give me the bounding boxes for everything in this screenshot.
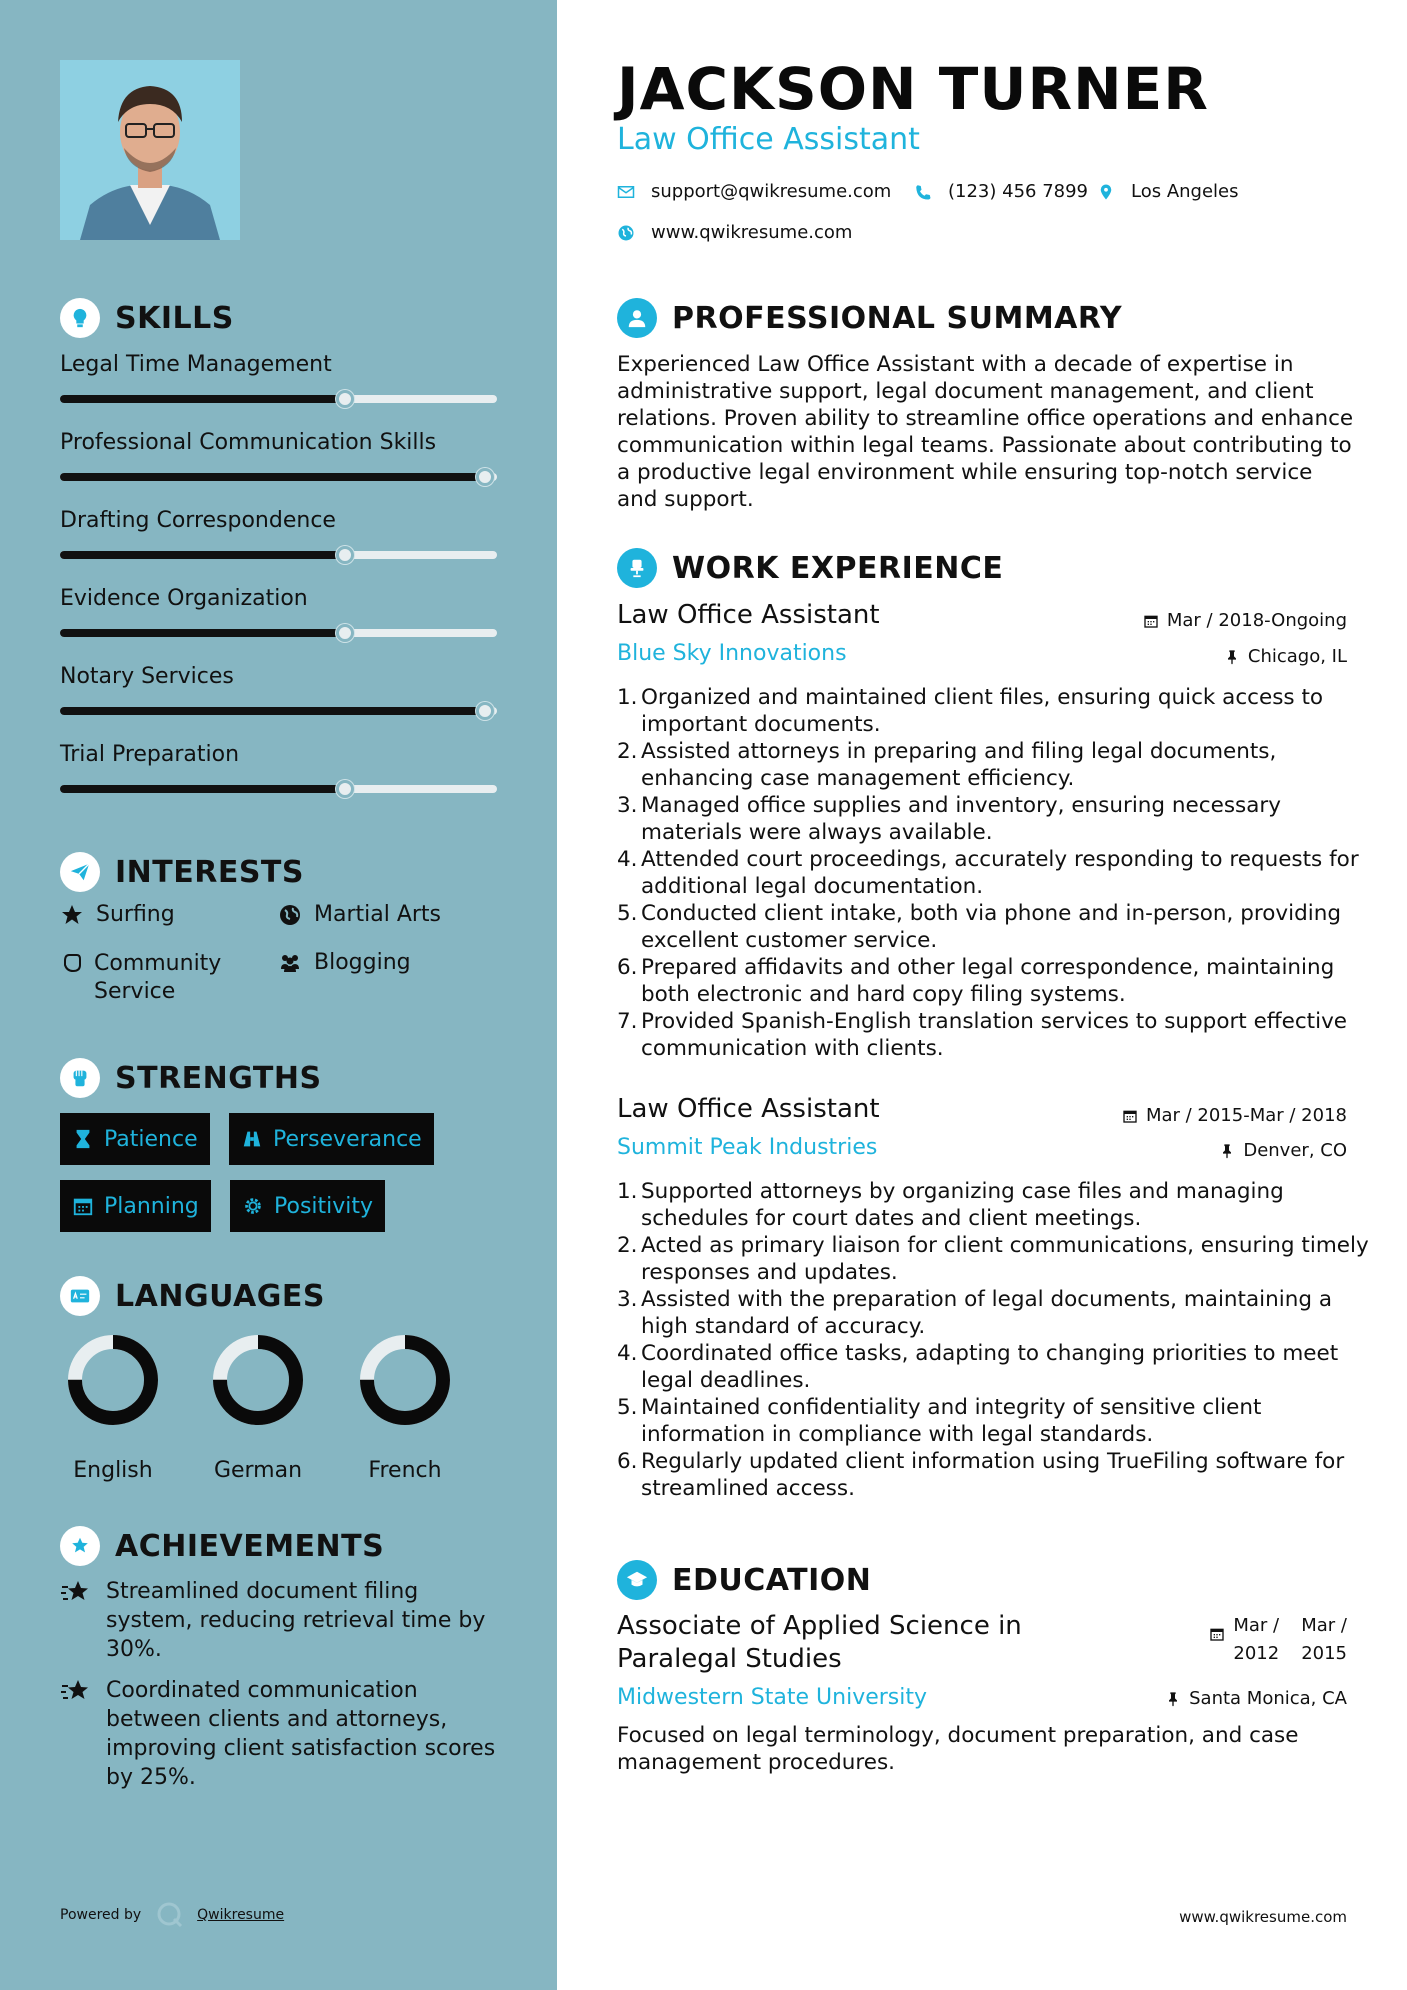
- skill-name: Legal Time Management: [60, 352, 332, 377]
- degree-line: Associate of Applied Science in: [617, 1611, 1022, 1641]
- list-text: Attended court proceedings, accurately responding to requests for additional legal documentation.: [641, 847, 1359, 899]
- list-text: Acted as primary liaison for client communications, ensuring timely responses and updates.: [641, 1233, 1369, 1285]
- list-item: [617, 792, 1377, 846]
- skill-item: [60, 742, 500, 793]
- achievement-item: [60, 1577, 500, 1664]
- globe-icon: [278, 903, 304, 929]
- profile-photo: [60, 60, 240, 240]
- hourglass-icon: [72, 1128, 94, 1150]
- list-text: Provided Spanish-English translation services to support effective communication with clients.: [641, 1009, 1348, 1061]
- list-text: Managed office supplies and inventory, ensuring necessary materials were always available.: [641, 793, 1281, 845]
- map-pin-icon: [1097, 183, 1115, 201]
- language-name: English: [73, 1458, 153, 1483]
- experience-header: [617, 548, 1003, 588]
- interest-item: [60, 950, 250, 1006]
- job-bullets: [617, 1178, 1377, 1502]
- skill-bar: [60, 785, 497, 793]
- list-item: [617, 1394, 1377, 1448]
- graduation-cap-icon: [617, 1560, 657, 1600]
- education-location-text: Santa Monica, CA: [1189, 1688, 1347, 1709]
- candidate-name: JACKSON TURNER: [617, 55, 1209, 123]
- footer-url[interactable]: www.qwikresume.com: [1179, 1908, 1347, 1926]
- interests-header: [60, 852, 304, 892]
- office-chair-icon: [617, 548, 657, 588]
- list-item: [617, 1448, 1377, 1502]
- strength-badge: [60, 1180, 211, 1232]
- job-title: Law Office Assistant: [617, 1094, 880, 1124]
- binoculars-icon: [241, 1128, 263, 1150]
- candidate-role: Law Office Assistant: [617, 122, 920, 157]
- skills-header: [60, 298, 234, 338]
- list-text: Regularly updated client information using TrueFiling software for streamlined access.: [641, 1449, 1345, 1501]
- job-location: [1224, 646, 1347, 667]
- pushpin-icon: [1165, 1691, 1181, 1707]
- trophy-star-icon: [60, 1526, 100, 1566]
- list-item: [617, 1008, 1377, 1062]
- education-title: EDUCATION: [672, 1562, 872, 1598]
- list-text: Maintained confidentiality and integrity of sensitive client information in compliance with legal standards.: [641, 1395, 1262, 1447]
- list-item: [617, 1232, 1377, 1286]
- language-name: German: [213, 1458, 303, 1483]
- achievement-text: Streamlined document filing system, reducing retrieval time by 30%.: [106, 1579, 486, 1662]
- experience-title: WORK EXPERIENCE: [672, 550, 1004, 586]
- education-dates: [1209, 1612, 1347, 1668]
- list-number: 2.: [617, 1233, 638, 1258]
- interest-item: [60, 902, 175, 929]
- fist-icon: [60, 1058, 100, 1098]
- job-location: [1219, 1140, 1347, 1161]
- qwikresume-logo-icon: [155, 1900, 185, 1930]
- languages-title: LANGUAGES: [115, 1278, 325, 1314]
- paper-plane-icon: [60, 852, 100, 892]
- phone-text: (123) 456 7899: [948, 181, 1089, 202]
- email-text: support@qwikresume.com: [651, 181, 892, 202]
- strengths-header: [60, 1058, 322, 1098]
- pushpin-icon: [1219, 1143, 1235, 1159]
- list-item: [617, 846, 1377, 900]
- list-item: [617, 900, 1377, 954]
- skill-bar: [60, 395, 497, 403]
- list-text: Supported attorneys by organizing case files and managing schedules for court dates and client meetings.: [641, 1179, 1284, 1231]
- sidebar: [0, 0, 557, 1990]
- list-number: 7.: [617, 1009, 638, 1034]
- summary-title: PROFESSIONAL SUMMARY: [672, 300, 1123, 336]
- education-start: Mar / 2012: [1233, 1615, 1280, 1664]
- list-item: [617, 954, 1377, 1008]
- location-text: Los Angeles: [1131, 181, 1239, 202]
- education-description: Focused on legal terminology, document preparation, and case management procedures.: [617, 1723, 1299, 1775]
- list-number: 4.: [617, 847, 638, 872]
- globe-icon: [617, 224, 635, 242]
- main-content: [557, 0, 1407, 1990]
- calendar-icon: [1209, 1626, 1225, 1642]
- skill-item: [60, 352, 500, 403]
- calendar-icon: [1122, 1108, 1138, 1124]
- qwikresume-link[interactable]: Qwikresume: [197, 1907, 285, 1923]
- star-icon: [60, 903, 86, 929]
- hand-icon: [60, 951, 84, 977]
- list-item: [617, 1286, 1377, 1340]
- job-dates-text: Mar / 2015-Mar / 2018: [1145, 1105, 1347, 1126]
- list-number: 5.: [617, 1395, 638, 1420]
- skill-name: Evidence Organization: [60, 586, 308, 611]
- language-name: French: [368, 1458, 442, 1483]
- language-item: [350, 1330, 460, 1483]
- job-dates: [1143, 610, 1347, 631]
- envelope-icon: [617, 183, 635, 201]
- skill-bar: [60, 551, 497, 559]
- interest-item: [278, 902, 441, 929]
- strength-badge: [60, 1113, 210, 1165]
- languages-header: [60, 1276, 325, 1316]
- language-ring: [355, 1330, 455, 1430]
- skill-bar: [60, 707, 497, 715]
- contact-location: [1097, 181, 1239, 202]
- school-name: Midwestern State University: [617, 1685, 928, 1710]
- summary-header: [617, 298, 1122, 338]
- interest-label: Martial Arts: [314, 902, 442, 927]
- language-ring: [63, 1330, 163, 1430]
- skill-bar: [60, 629, 497, 637]
- skill-item: [60, 430, 500, 481]
- contact-email[interactable]: [617, 181, 891, 202]
- list-text: Assisted attorneys in preparing and filing legal documents, enhancing case management efficiency.: [641, 739, 1277, 791]
- job-dates-text: Mar / 2018-Ongoing: [1166, 610, 1347, 631]
- degree-line: Paralegal Studies: [617, 1644, 842, 1674]
- calendar-icon: [1143, 613, 1159, 629]
- list-number: 1.: [617, 685, 638, 710]
- list-text: Assisted with the preparation of legal documents, maintaining a high standard of accuracy.: [641, 1287, 1333, 1339]
- strength-label: Patience: [104, 1126, 198, 1152]
- strength-badge: [230, 1180, 385, 1232]
- list-number: 6.: [617, 955, 638, 980]
- contact-website[interactable]: [617, 222, 852, 243]
- education-header: [617, 1560, 871, 1600]
- achievements-header: [60, 1526, 384, 1566]
- job-dates: [1122, 1105, 1347, 1126]
- language-item: [203, 1330, 313, 1483]
- skill-item: [60, 508, 500, 559]
- skill-name: Trial Preparation: [60, 742, 240, 767]
- education-location: [1165, 1688, 1347, 1709]
- skill-item: [60, 664, 500, 715]
- pushpin-icon: [1224, 649, 1240, 665]
- star-icon: [60, 1577, 96, 1664]
- interest-item: [278, 950, 411, 977]
- job-location-text: Chicago, IL: [1247, 646, 1347, 667]
- list-item: [617, 1340, 1377, 1394]
- list-number: 4.: [617, 1341, 638, 1366]
- interest-label: Blogging: [314, 950, 411, 975]
- strengths-title: STRENGTHS: [115, 1060, 322, 1096]
- list-number: 2.: [617, 739, 638, 764]
- list-text: Coordinated office tasks, adapting to changing priorities to meet legal deadlines.: [641, 1341, 1339, 1393]
- job-company: Blue Sky Innovations: [617, 641, 847, 666]
- list-item: [617, 684, 1377, 738]
- powered-by-label: Powered by: [60, 1907, 142, 1923]
- powered-by: [60, 1900, 284, 1930]
- language-card-icon: [60, 1276, 100, 1316]
- strength-label: Positivity: [274, 1193, 374, 1219]
- job-location-text: Denver, CO: [1243, 1140, 1347, 1161]
- skill-item: [60, 586, 500, 637]
- skill-name: Notary Services: [60, 664, 234, 689]
- list-text: Prepared affidavits and other legal correspondence, maintaining both electronic and hard copy filing systems.: [641, 955, 1335, 1007]
- skill-bar: [60, 473, 497, 481]
- users-icon: [278, 951, 304, 977]
- list-number: 3.: [617, 1287, 638, 1312]
- skill-name: Professional Communication Skills: [60, 430, 437, 455]
- list-item: [617, 738, 1377, 792]
- job-bullets: [617, 684, 1377, 1062]
- list-number: 1.: [617, 1179, 638, 1204]
- interest-label: Surfing: [96, 902, 175, 927]
- strength-label: Planning: [104, 1193, 199, 1219]
- strength-label: Perseverance: [273, 1126, 422, 1152]
- calendar-icon: [72, 1195, 94, 1217]
- list-number: 6.: [617, 1449, 638, 1474]
- skills-title: SKILLS: [115, 300, 234, 336]
- job-title: Law Office Assistant: [617, 600, 880, 630]
- strength-badge: [229, 1113, 434, 1165]
- interests-title: INTERESTS: [115, 854, 304, 890]
- contact-phone[interactable]: [914, 181, 1088, 202]
- achievements-title: ACHIEVEMENTS: [115, 1528, 385, 1564]
- list-text: Conducted client intake, both via phone and in-person, providing excellent customer service.: [641, 901, 1341, 953]
- user-icon: [617, 298, 657, 338]
- job-company: Summit Peak Industries: [617, 1135, 878, 1160]
- website-text: www.qwikresume.com: [651, 222, 853, 243]
- education-end: Mar / 2015: [1301, 1615, 1347, 1664]
- lightbulb-icon: [60, 298, 100, 338]
- list-number: 5.: [617, 901, 638, 926]
- list-text: Organized and maintained client files, ensuring quick access to important documents.: [641, 685, 1324, 737]
- achievement-item: [60, 1676, 500, 1792]
- language-item: [58, 1330, 168, 1483]
- degree-title: [617, 1610, 1022, 1676]
- list-item: [617, 1178, 1377, 1232]
- achievement-text: Coordinated communication between clients and attorneys, improving client satisfaction scores by 25%.: [106, 1678, 496, 1790]
- gear-icon: [242, 1195, 264, 1217]
- phone-icon: [914, 183, 932, 201]
- summary-text: Experienced Law Office Assistant with a decade of expertise in administrative support, legal document management, and client relations. Proven ability to streamline office operations and enhance communication within legal teams. Passionate about contributing to a productive legal environment while ensuring top-notch service and support.: [617, 352, 1354, 512]
- interest-label: Community Service: [94, 951, 222, 1004]
- language-ring: [208, 1330, 308, 1430]
- list-number: 3.: [617, 793, 638, 818]
- skill-name: Drafting Correspondence: [60, 508, 336, 533]
- star-icon: [60, 1676, 96, 1792]
